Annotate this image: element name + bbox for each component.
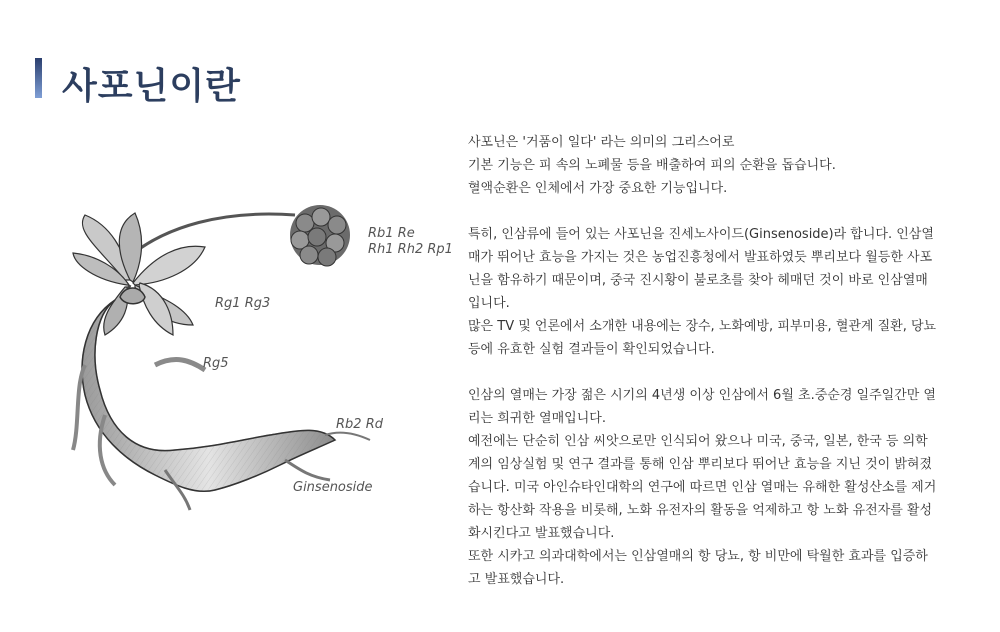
label-rg5: Rg5 — [203, 356, 229, 371]
text-line: 고 발표했습니다. — [468, 572, 565, 587]
paragraph-ginsenoside — [468, 223, 948, 361]
text-line: 리는 희귀한 열매입니다. — [468, 411, 606, 426]
text-line: 하는 항산화 작용을 비롯해, 노화 유전자의 활동을 억제하고 항 노화 유전자를 활성 — [468, 503, 933, 518]
text-line: 특히, 인삼류에 들어 있는 사포닌을 진세노사이드(Ginsenoside)라 합니다. 인삼열 — [468, 227, 934, 242]
label-rb2-rd: Rb2 Rd — [336, 417, 383, 432]
berry-stem — [125, 214, 295, 260]
title-accent-bar — [35, 58, 42, 98]
text-line: 계의 임상실험 및 연구 결과를 통해 인삼 뿌리보다 뛰어난 효능을 지닌 것이 밝혀졌 — [468, 457, 933, 472]
paragraph-intro — [468, 131, 948, 200]
text-line: 기본 기능은 피 속의 노폐물 등을 배출하여 피의 순환을 돕습니다. — [468, 158, 836, 173]
text-line: 인삼의 열매는 가장 젊은 시기의 4년생 이상 인삼에서 6월 초.중순경 일주일간만 열 — [468, 388, 936, 403]
label-rb1-re: Rb1 Re — [368, 226, 415, 241]
text-line: 사포닌은 '거품이 일다' 라는 의미의 그리스어로 — [468, 135, 735, 150]
text-line: 습니다. 미국 아인슈타인대학의 연구에 따르면 인삼 열매는 유해한 활성산소를 제거 — [468, 480, 937, 495]
text-line: 매가 뛰어난 효능을 가지는 것은 농업진흥청에서 발표하였듯 뿌리보다 월등한 사포 — [468, 250, 933, 265]
text-line: 혈액순환은 인체에서 가장 중요한 기능입니다. — [468, 181, 728, 196]
leaves-icon — [73, 213, 205, 335]
text-line: 화시킨다고 발표했습니다. — [468, 526, 615, 541]
text-line: 등에 유효한 실험 결과들이 확인되었습니다. — [468, 342, 715, 357]
text-line: 입니다. — [468, 296, 510, 311]
text-line: 예전에는 단순히 인삼 씨앗으로만 인식되어 왔으나 미국, 중국, 일본, 한국 등 의학 — [468, 434, 928, 449]
text-line: 많은 TV 및 언론에서 소개한 내용에는 장수, 노화예방, 피부미용, 혈관계 질환, 당뇨 — [468, 319, 937, 334]
text-line: 닌을 함유하기 때문이며, 중국 진시황이 불로초를 찾아 헤매던 것이 바로 인삼열매 — [468, 273, 928, 288]
description-text — [468, 131, 948, 591]
paragraph-berry — [468, 384, 948, 591]
label-rh1-rh2-rp1: Rh1 Rh2 Rp1 — [368, 242, 453, 257]
label-ginsenoside: Ginsenoside — [293, 480, 373, 495]
text-line: 또한 시카고 의과대학에서는 인삼열매의 항 당뇨, 항 비만에 탁월한 효과를 입증하 — [468, 549, 928, 564]
label-rg1-rg3: Rg1 Rg3 — [215, 296, 271, 311]
page-title: 사포닌이란 — [62, 66, 241, 107]
berry-cluster-icon — [290, 205, 350, 266]
